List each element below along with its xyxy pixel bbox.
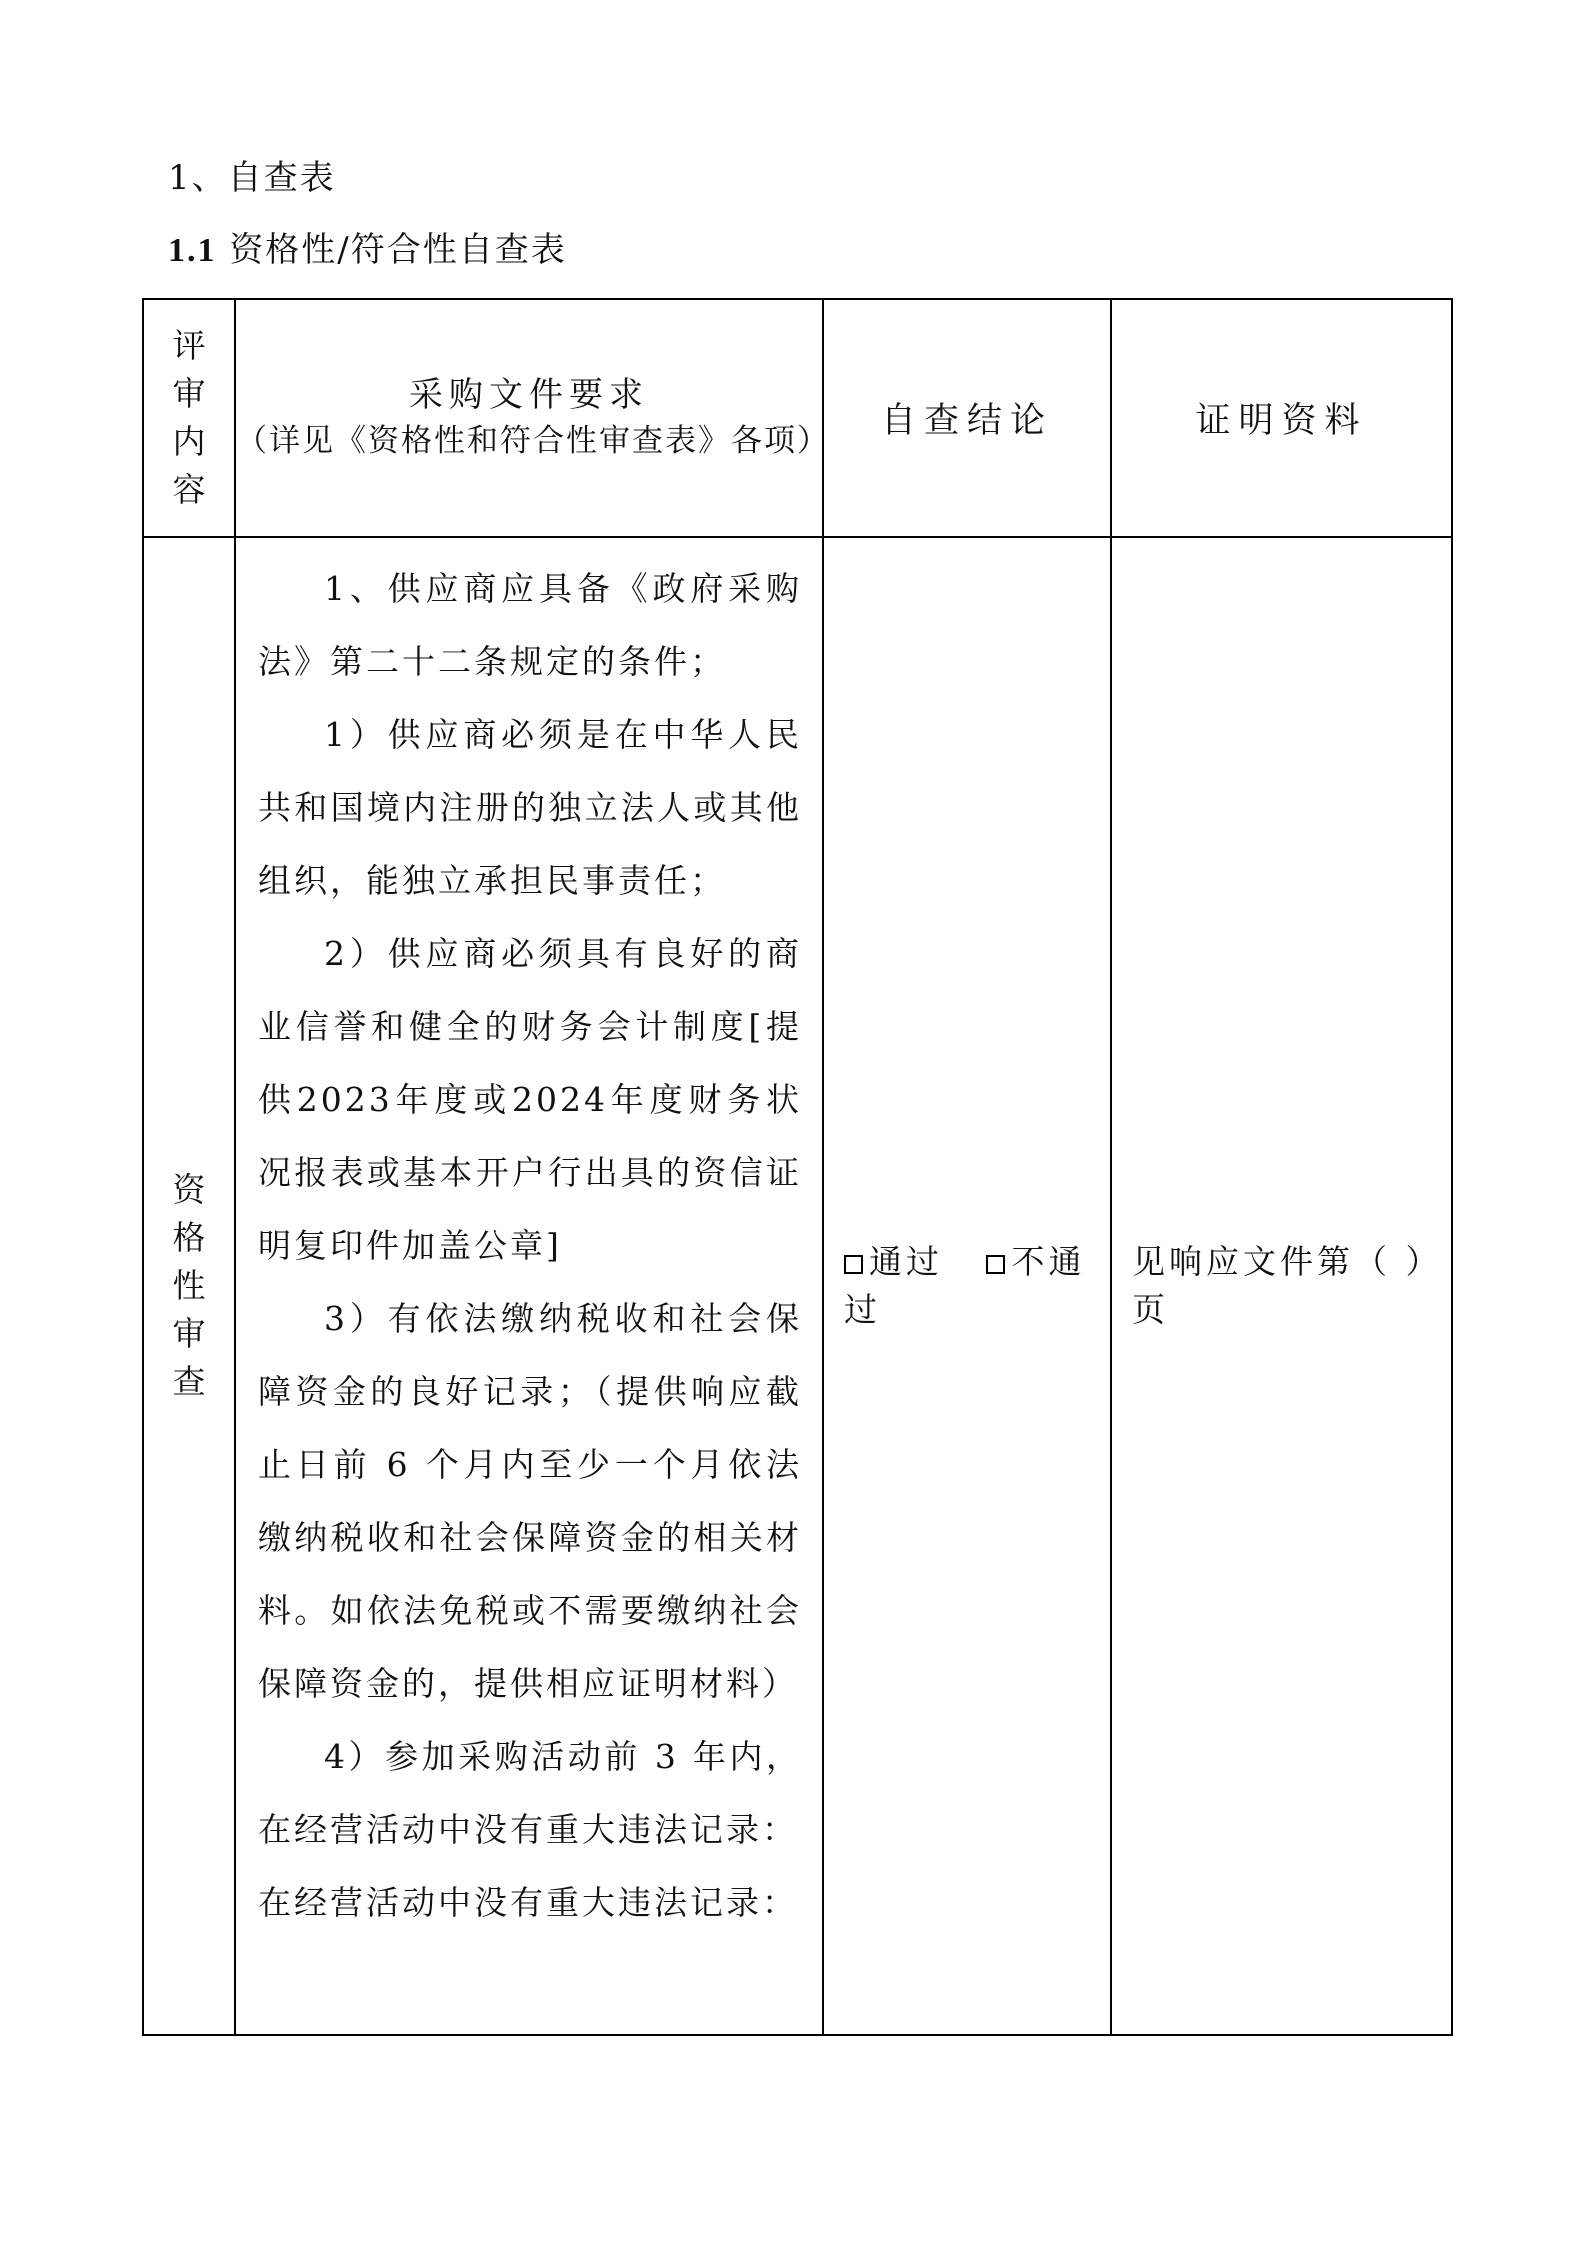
category-char: 格 <box>172 1218 206 1257</box>
header-conclusion: 自查结论 <box>823 299 1111 537</box>
subsection-number: 1.1 <box>168 232 217 269</box>
header-review-content <box>143 299 235 537</box>
section-heading: 1、自查表 <box>168 158 336 198</box>
pass-checkbox[interactable] <box>844 1255 863 1274</box>
requirement-item: 1）供应商必须是在中华人民共和国境内注册的独立法人或其他组织，能独立承担民事责任； <box>258 715 802 900</box>
header-char: 内 <box>172 422 206 461</box>
requirement-item: 3）有依法缴纳税收和社会保障资金的良好记录；（提供响应截止日前 6 个月内至少一个月依法缴纳税收和社会保障资金的相关材料。如依法免税或不需要缴纳社会保障资金的，提供相应证明材料） <box>258 1299 802 1703</box>
requirement-item: 2）供应商必须具有良好的商业信誉和健全的财务会计制度[提供2023年度或2024年度财务状况报表或基本开户行出具的资信证明复印件加盖公章] <box>258 934 802 1265</box>
requirement-item: 在经营活动中没有重大违法记录： <box>258 1883 798 1922</box>
table-row <box>143 537 1452 2035</box>
proof-cell: 见响应文件第（ ）页 <box>1111 537 1452 2035</box>
fail-checkbox[interactable] <box>986 1255 1005 1274</box>
header-char: 审 <box>172 374 206 413</box>
requirements-cell <box>235 537 823 2035</box>
table-header-row <box>143 299 1452 537</box>
requirement-item: 1、供应商应具备《政府采购法》第二十二条规定的条件； <box>258 569 802 681</box>
category-char: 审 <box>172 1314 206 1353</box>
category-char: 性 <box>172 1266 206 1305</box>
category-cell <box>143 537 235 2035</box>
header-proof: 证明资料 <box>1111 299 1452 537</box>
header-requirements-note: （详见《资格性和符合性审查表》各项） <box>236 423 830 459</box>
header-requirements-title: 采购文件要求 <box>409 375 649 415</box>
header-char: 评 <box>172 326 206 365</box>
category-char: 查 <box>172 1362 206 1401</box>
category-char: 资 <box>172 1170 206 1209</box>
requirement-item: 4）参加采购活动前 3 年内，在经营活动中没有重大违法记录： <box>258 1737 802 1849</box>
self-check-table <box>142 298 1453 2036</box>
pass-label: 通过 <box>869 1242 943 1281</box>
subsection-heading <box>168 222 567 271</box>
fail-label: 不通过 <box>844 1242 1086 1329</box>
conclusion-cell <box>823 537 1111 2035</box>
header-requirements <box>235 299 830 537</box>
subsection-title: 资格性/符合性自查表 <box>229 230 567 270</box>
header-char: 容 <box>172 470 206 509</box>
